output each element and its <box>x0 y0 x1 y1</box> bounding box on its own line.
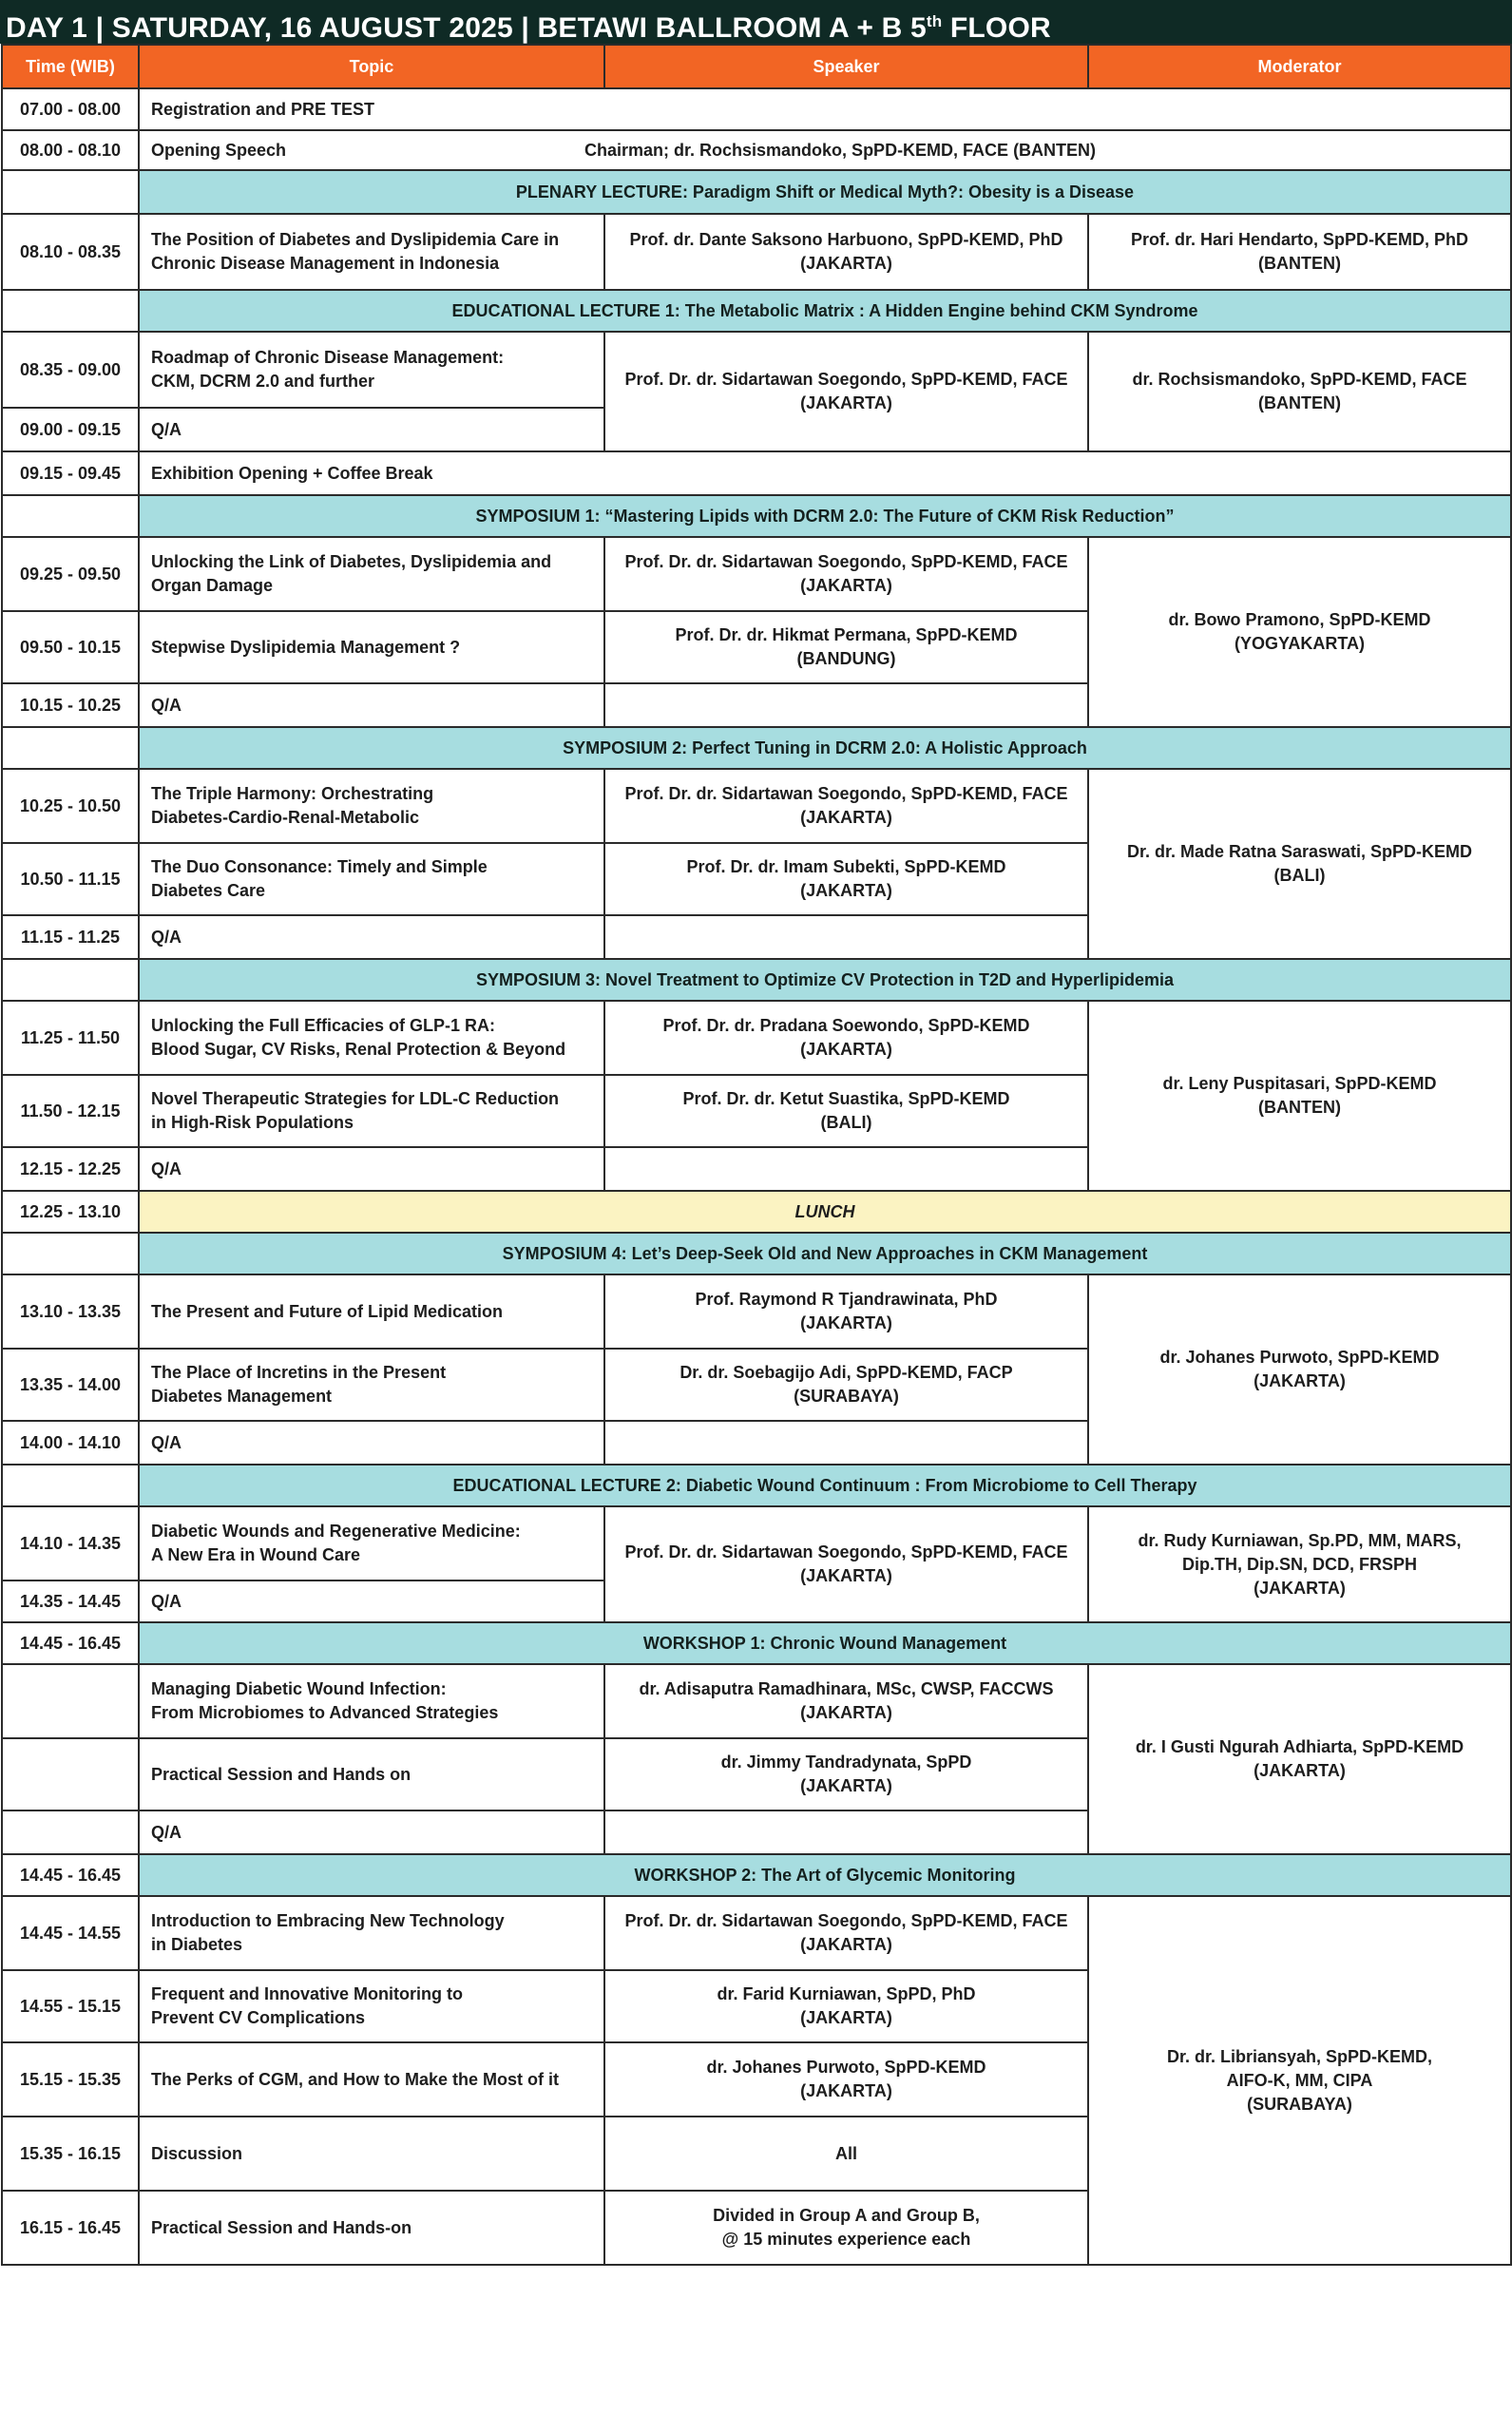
speaker-name: dr. Jimmy Tandradynata, SpPD <box>720 1753 972 1772</box>
time-cell: 08.35 - 09.00 <box>2 332 139 408</box>
topic-cell <box>139 1349 604 1421</box>
topic-line: Blood Sugar, CV Risks, Renal Protection & Beyond <box>151 1040 566 1059</box>
topic-cell: Q/A <box>139 915 604 959</box>
moderator-name: Dr. dr. Libriansyah, SpPD-KEMD, <box>1166 2046 1433 2066</box>
speaker-cell <box>604 1075 1088 1147</box>
topic-cell <box>139 1506 604 1580</box>
time-cell: 08.00 - 08.10 <box>2 130 139 170</box>
time-cell: 13.35 - 14.00 <box>2 1349 139 1421</box>
section-row <box>2 1854 1511 1896</box>
section-title: WORKSHOP 1: Chronic Wound Management <box>139 1622 1511 1664</box>
page-title-superscript: th <box>926 12 943 30</box>
time-cell <box>2 1664 139 1738</box>
speaker-name: Prof. Dr. dr. Hikmat Permana, SpPD-KEMD <box>675 625 1018 644</box>
moderator-name: Prof. dr. Hari Hendarto, SpPD-KEMD, PhD <box>1130 230 1469 249</box>
topic-cell: Q/A <box>139 683 604 727</box>
speaker-cell <box>604 2191 1088 2265</box>
topic-line: Unlocking the Full Efficacies of GLP-1 RA: <box>151 1016 496 1035</box>
table-row <box>2 769 1511 843</box>
time-cell: 14.35 - 14.45 <box>2 1580 139 1622</box>
moderator-cell <box>1088 214 1511 290</box>
topic-line: Roadmap of Chronic Disease Management: <box>151 348 505 367</box>
speaker-name: Prof. Dr. dr. Sidartawan Soegondo, SpPD-KEMD, FACE <box>624 1911 1068 1930</box>
speaker-cell <box>604 1896 1088 1970</box>
speaker-cell <box>604 843 1088 915</box>
speaker-cell <box>604 1001 1088 1075</box>
speaker-cell <box>604 1349 1088 1421</box>
speaker-cell <box>604 1421 1088 1465</box>
time-cell: 11.50 - 12.15 <box>2 1075 139 1147</box>
topic-cell: Discussion <box>139 2117 604 2191</box>
section-row <box>2 495 1511 537</box>
topic-line: Organ Damage <box>151 576 274 595</box>
moderator-city: (SURABAYA) <box>1247 2094 1352 2114</box>
time-cell: 14.45 - 16.45 <box>2 1854 139 1896</box>
moderator-city: (BANTEN) <box>1258 393 1341 412</box>
table-row <box>2 1896 1511 1970</box>
speaker-cell <box>604 1738 1088 1810</box>
time-cell <box>2 1233 139 1274</box>
moderator-name: dr. Rochsismandoko, SpPD-KEMD, FACE <box>1132 370 1467 389</box>
speaker-city: (JAKARTA) <box>800 1313 892 1332</box>
time-cell: 10.50 - 11.15 <box>2 843 139 915</box>
table-row <box>2 1506 1511 1580</box>
topic-line: Diabetes Care <box>151 881 266 900</box>
topic-cell <box>139 332 604 408</box>
section-row <box>2 959 1511 1001</box>
time-cell: 12.15 - 12.25 <box>2 1147 139 1191</box>
speaker-city: (JAKARTA) <box>800 576 892 595</box>
topic-cell: The Position of Diabetes and Dyslipidemia Care in Chronic Disease Management in Indonesia <box>139 214 604 290</box>
speaker-cell <box>604 915 1088 959</box>
time-cell: 08.10 - 08.35 <box>2 214 139 290</box>
speaker-cell <box>604 1147 1088 1191</box>
speaker-cell <box>604 537 1088 611</box>
topic-line: Diabetic Wounds and Regenerative Medicine: <box>151 1522 521 1541</box>
speaker-name: Prof. Raymond R Tjandrawinata, PhD <box>695 1290 998 1309</box>
table-row <box>2 214 1511 290</box>
moderator-cell <box>1088 332 1511 451</box>
topic-cell: Q/A <box>139 1810 604 1854</box>
table-row <box>2 88 1511 130</box>
speaker-city: (JAKARTA) <box>800 881 892 900</box>
section-title: WORKSHOP 2: The Art of Glycemic Monitoring <box>139 1854 1511 1896</box>
time-cell <box>2 290 139 332</box>
topic-cell: Q/A <box>139 1147 604 1191</box>
time-cell <box>2 727 139 769</box>
moderator-city: (JAKARTA) <box>1254 1371 1346 1390</box>
page-title <box>0 0 1512 44</box>
topic-cell <box>139 1075 604 1147</box>
time-cell: 15.15 - 15.35 <box>2 2042 139 2117</box>
section-title: SYMPOSIUM 4: Let’s Deep-Seek Old and New Approaches in CKM Management <box>139 1233 1511 1274</box>
moderator-name: dr. Leny Puspitasari, SpPD-KEMD <box>1162 1074 1437 1093</box>
moderator-city: (BANTEN) <box>1258 1098 1341 1117</box>
speaker-city: (JAKARTA) <box>800 1566 892 1585</box>
topic-cell <box>139 537 604 611</box>
time-cell: 14.45 - 14.55 <box>2 1896 139 1970</box>
speaker-city: (JAKARTA) <box>800 254 892 273</box>
speaker-city: (SURABAYA) <box>794 1387 899 1406</box>
topic-cell <box>139 769 604 843</box>
section-title: SYMPOSIUM 2: Perfect Tuning in DCRM 2.0: A Holistic Approach <box>139 727 1511 769</box>
speaker-cell <box>604 1810 1088 1854</box>
time-cell: 09.25 - 09.50 <box>2 537 139 611</box>
speaker-city: (JAKARTA) <box>800 2081 892 2100</box>
topic-cell <box>139 130 1511 170</box>
time-cell <box>2 495 139 537</box>
speaker-city: (JAKARTA) <box>800 393 892 412</box>
section-row <box>2 1233 1511 1274</box>
section-row <box>2 1465 1511 1506</box>
lunch-label: LUNCH <box>139 1191 1511 1233</box>
table-row <box>2 537 1511 611</box>
speaker-cell <box>604 1274 1088 1349</box>
table-row <box>2 1274 1511 1349</box>
section-title: EDUCATIONAL LECTURE 2: Diabetic Wound Continuum : From Microbiome to Cell Therapy <box>139 1465 1511 1506</box>
speaker-city: (JAKARTA) <box>800 1776 892 1795</box>
speaker-name: Prof. Dr. dr. Ketut Suastika, SpPD-KEMD <box>682 1089 1010 1108</box>
time-cell: 09.50 - 10.15 <box>2 611 139 683</box>
moderator-cell <box>1088 1274 1511 1465</box>
moderator-cell <box>1088 1664 1511 1854</box>
time-cell <box>2 170 139 214</box>
speaker-name: Prof. dr. Dante Saksono Harbuono, SpPD-KEMD, PhD <box>629 230 1063 249</box>
moderator-cell <box>1088 1896 1511 2265</box>
speaker-city: (JAKARTA) <box>800 1040 892 1059</box>
topic-cell: Q/A <box>139 408 604 451</box>
speaker-cell: All <box>604 2117 1088 2191</box>
time-cell: 12.25 - 13.10 <box>2 1191 139 1233</box>
column-header-topic: Topic <box>139 45 604 88</box>
topic-cell: Practical Session and Hands on <box>139 1738 604 1810</box>
speaker-name: dr. Johanes Purwoto, SpPD-KEMD <box>706 2058 986 2077</box>
moderator-city: (JAKARTA) <box>1254 1578 1346 1598</box>
speaker-cell <box>604 214 1088 290</box>
topic-line: Frequent and Innovative Monitoring to <box>151 1984 463 2003</box>
table-row <box>2 332 1511 408</box>
speaker-cell <box>604 332 1088 451</box>
time-cell <box>2 1810 139 1854</box>
speaker-name: Prof. Dr. dr. Sidartawan Soegondo, SpPD-KEMD, FACE <box>624 552 1068 571</box>
time-cell <box>2 1465 139 1506</box>
time-cell <box>2 1738 139 1810</box>
column-header-moderator: Moderator <box>1088 45 1511 88</box>
topic-line: Managing Diabetic Wound Infection: <box>151 1679 447 1698</box>
section-row <box>2 170 1511 214</box>
topic-cell <box>139 1001 604 1075</box>
speaker-city: (JAKARTA) <box>800 808 892 827</box>
section-title: SYMPOSIUM 3: Novel Treatment to Optimize CV Protection in T2D and Hyperlipidemia <box>139 959 1511 1001</box>
topic-line: CKM, DCRM 2.0 and further <box>151 372 375 391</box>
moderator-name: Dr. dr. Made Ratna Saraswati, SpPD-KEMD <box>1126 842 1473 861</box>
table-row <box>2 451 1511 495</box>
section-title: EDUCATIONAL LECTURE 1: The Metabolic Matrix : A Hidden Engine behind CKM Syndrome <box>139 290 1511 332</box>
topic-line: The Triple Harmony: Orchestrating <box>151 784 434 803</box>
speaker-note: Divided in Group A and Group B, <box>713 2206 980 2225</box>
time-cell: 14.45 - 16.45 <box>2 1622 139 1664</box>
moderator-name: dr. Johanes Purwoto, SpPD-KEMD <box>1159 1348 1440 1367</box>
topic-cell: Q/A <box>139 1580 604 1622</box>
moderator-name: dr. I Gusti Ngurah Adhiarta, SpPD-KEMD <box>1135 1737 1464 1756</box>
time-cell: 09.00 - 09.15 <box>2 408 139 451</box>
moderator-city: (BANTEN) <box>1258 254 1341 273</box>
speaker-cell <box>604 683 1088 727</box>
topic-cell: Q/A <box>139 1421 604 1465</box>
speaker-cell <box>604 769 1088 843</box>
time-cell: 07.00 - 08.00 <box>2 88 139 130</box>
column-header-speaker: Speaker <box>604 45 1088 88</box>
topic-cell: Registration and PRE TEST <box>139 88 1511 130</box>
table-row <box>2 1001 1511 1075</box>
topic-cell <box>139 843 604 915</box>
time-cell: 11.25 - 11.50 <box>2 1001 139 1075</box>
speaker-name: Prof. Dr. dr. Pradana Soewondo, SpPD-KEMD <box>662 1016 1030 1035</box>
time-cell: 11.15 - 11.25 <box>2 915 139 959</box>
speaker-name: Dr. dr. Soebagijo Adi, SpPD-KEMD, FACP <box>679 1363 1013 1382</box>
moderator-city: (BALI) <box>1273 866 1326 885</box>
column-header-time: Time (WIB) <box>2 45 139 88</box>
topic-line: in Diabetes <box>151 1935 243 1954</box>
topic-cell: Stepwise Dyslipidemia Management ? <box>139 611 604 683</box>
speaker-city: (JAKARTA) <box>800 1703 892 1722</box>
speaker-city: (BALI) <box>820 1113 872 1132</box>
speaker-name: dr. Farid Kurniawan, SpPD, PhD <box>717 1984 976 2003</box>
column-header-row <box>2 45 1511 88</box>
topic-line: Novel Therapeutic Strategies for LDL-C Reduction <box>151 1089 560 1108</box>
time-cell: 14.10 - 14.35 <box>2 1506 139 1580</box>
lunch-row <box>2 1191 1511 1233</box>
speaker-city: (BANDUNG) <box>796 649 896 668</box>
speaker-cell <box>604 1970 1088 2042</box>
speaker-cell <box>604 2042 1088 2117</box>
time-cell: 13.10 - 13.35 <box>2 1274 139 1349</box>
speaker-note: @ 15 minutes experience each <box>721 2230 971 2249</box>
topic-line: Introduction to Embracing New Technology <box>151 1911 505 1930</box>
page-title-end: FLOOR <box>942 12 1051 44</box>
topic-cell <box>139 1970 604 2042</box>
topic-label: Opening Speech <box>151 140 287 160</box>
topic-cell: The Perks of CGM, and How to Make the Most of it <box>139 2042 604 2117</box>
topic-line: Diabetes-Cardio-Renal-Metabolic <box>151 808 420 827</box>
moderator-credentials: AIFO-K, MM, CIPA <box>1226 2070 1373 2090</box>
topic-line: in High-Risk Populations <box>151 1113 354 1132</box>
speaker-name: Prof. Dr. dr. Sidartawan Soegondo, SpPD-KEMD, FACE <box>624 784 1068 803</box>
speaker-name: dr. Adisaputra Ramadhinara, MSc, CWSP, FACCWS <box>639 1679 1054 1698</box>
table-row <box>2 1664 1511 1738</box>
time-cell: 10.15 - 10.25 <box>2 683 139 727</box>
moderator-cell <box>1088 1001 1511 1191</box>
speaker-city: (JAKARTA) <box>800 1935 892 1954</box>
speaker-name: Prof. Dr. dr. Sidartawan Soegondo, SpPD-KEMD, FACE <box>624 1542 1068 1561</box>
topic-cell <box>139 1896 604 1970</box>
page-title-main: DAY 1 | SATURDAY, 16 AUGUST 2025 | BETAWI BALLROOM A + B 5 <box>6 12 927 44</box>
time-cell: 14.55 - 15.15 <box>2 1970 139 2042</box>
speaker-name: Prof. Dr. dr. Sidartawan Soegondo, SpPD-KEMD, FACE <box>624 370 1068 389</box>
speaker-cell <box>604 1664 1088 1738</box>
speaker-cell <box>604 611 1088 683</box>
section-row <box>2 727 1511 769</box>
moderator-cell <box>1088 537 1511 727</box>
topic-cell: The Present and Future of Lipid Medication <box>139 1274 604 1349</box>
section-row <box>2 1622 1511 1664</box>
moderator-name: dr. Bowo Pramono, SpPD-KEMD <box>1168 610 1431 629</box>
topic-cell: Practical Session and Hands-on <box>139 2191 604 2265</box>
speaker-cell <box>604 1506 1088 1622</box>
topic-cell <box>139 1664 604 1738</box>
section-title: PLENARY LECTURE: Paradigm Shift or Medical Myth?: Obesity is a Disease <box>139 170 1511 214</box>
moderator-name: dr. Rudy Kurniawan, Sp.PD, MM, MARS, <box>1138 1530 1462 1550</box>
topic-line: The Duo Consonance: Timely and Simple <box>151 857 488 876</box>
speaker-city: (JAKARTA) <box>800 2008 892 2027</box>
table-row <box>2 130 1511 170</box>
time-cell: 14.00 - 14.10 <box>2 1421 139 1465</box>
topic-line: The Place of Incretins in the Present <box>151 1363 447 1382</box>
time-cell: 15.35 - 16.15 <box>2 2117 139 2191</box>
topic-line: Diabetes Management <box>151 1387 333 1406</box>
time-cell: 10.25 - 10.50 <box>2 769 139 843</box>
schedule-table <box>1 44 1512 2266</box>
section-title: SYMPOSIUM 1: “Mastering Lipids with DCRM 2.0: The Future of CKM Risk Reduction” <box>139 495 1511 537</box>
section-row <box>2 290 1511 332</box>
topic-line: Prevent CV Complications <box>151 2008 366 2027</box>
topic-line: A New Era in Wound Care <box>151 1545 361 1564</box>
topic-line: From Microbiomes to Advanced Strategies <box>151 1703 499 1722</box>
time-cell: 09.15 - 09.45 <box>2 451 139 495</box>
topic-line: Unlocking the Link of Diabetes, Dyslipidemia and <box>151 552 552 571</box>
moderator-credentials: Dip.TH, Dip.SN, DCD, FRSPH <box>1182 1554 1417 1574</box>
speaker-name: Prof. Dr. dr. Imam Subekti, SpPD-KEMD <box>686 857 1006 876</box>
moderator-cell <box>1088 769 1511 959</box>
moderator-cell <box>1088 1506 1511 1622</box>
moderator-city: (YOGYAKARTA) <box>1234 634 1365 653</box>
opening-chairman: Chairman; dr. Rochsismandoko, SpPD-KEMD, FACE (BANTEN) <box>584 141 1097 160</box>
topic-cell: Exhibition Opening + Coffee Break <box>139 451 1511 495</box>
time-cell <box>2 959 139 1001</box>
time-cell: 16.15 - 16.45 <box>2 2191 139 2265</box>
moderator-city: (JAKARTA) <box>1254 1761 1346 1780</box>
